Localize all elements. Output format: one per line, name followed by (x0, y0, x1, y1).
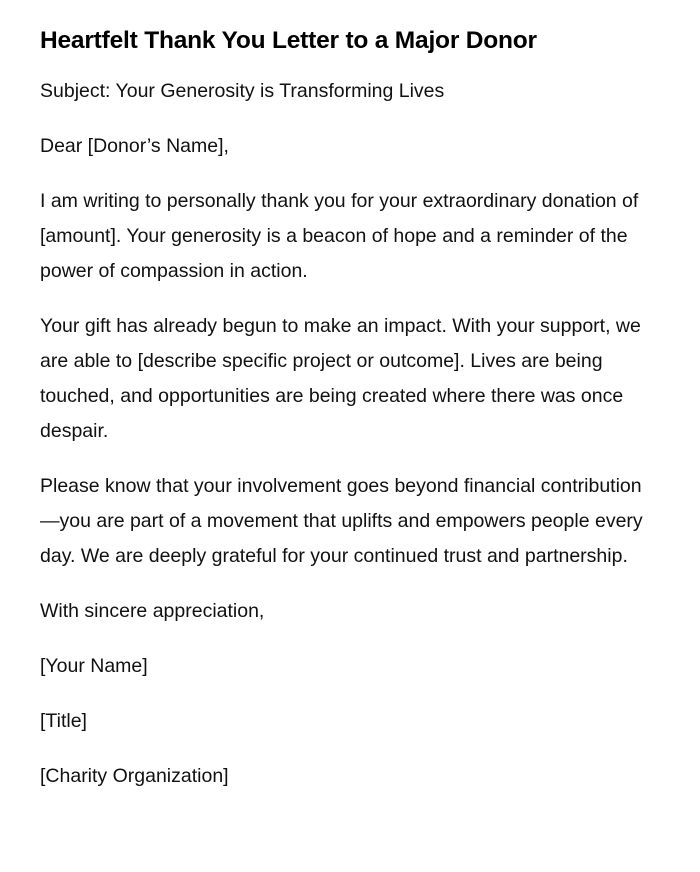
page-title: Heartfelt Thank You Letter to a Major Donor (40, 27, 537, 54)
signature-title: [Title] (40, 710, 87, 732)
letter-closing: With sincere appreciation, (40, 600, 265, 622)
letter-paragraph-3: Please know that your involvement goes beyond financial contribution—you are part of a movement that uplifts and empowers people every day. We are deeply grateful for your continued trust and partnership. (40, 475, 643, 567)
letter-salutation: Dear [Donor’s Name], (40, 135, 229, 157)
letter-paragraph-2: Your gift has already begun to make an impact. With your support, we are able to [describe specific project or outcome]. Lives are being touched, and opportunities are being created where there was once despair. (40, 315, 641, 442)
signature-organization: [Charity Organization] (40, 765, 229, 787)
signature-name: [Your Name] (40, 655, 148, 677)
letter-subject: Subject: Your Generosity is Transforming Lives (40, 80, 445, 102)
letter-paragraph-1: I am writing to personally thank you for your extraordinary donation of [amount]. Your generosity is a beacon of hope and a reminder of the power of compassion in action. (40, 190, 639, 282)
